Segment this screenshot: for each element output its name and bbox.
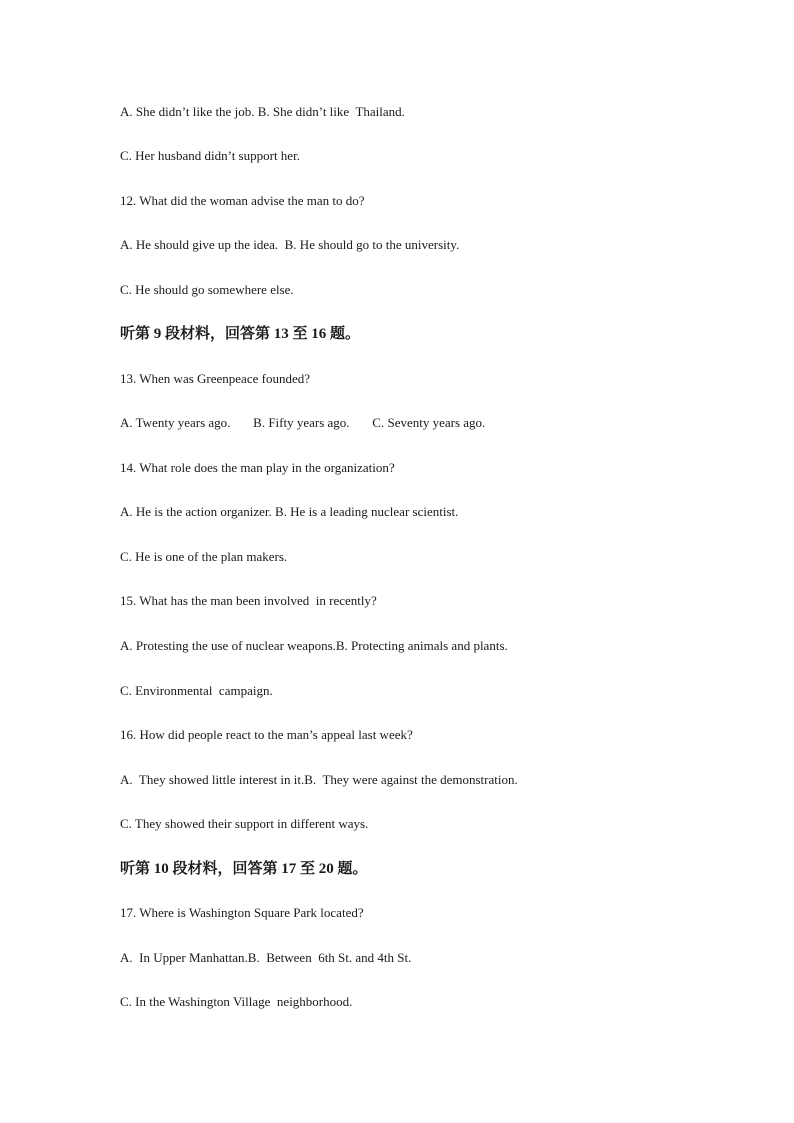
- q17-options-ab: A. In Upper Manhattan.B. Between 6th St. and 4th St.: [120, 950, 412, 965]
- q11-options-ab: A. She didn’t like the job. B. She didn’t like Thailand.: [120, 104, 405, 119]
- q13-question: 13. When was Greenpeace founded?: [120, 371, 310, 386]
- q14-options-ab: A. He is the action organizer. B. He is a leading nuclear scientist.: [120, 504, 459, 519]
- q14-question: 14. What role does the man play in the organization?: [120, 460, 395, 475]
- q16-option-c: C. They showed their support in different ways.: [120, 816, 369, 831]
- q16-question: 16. How did people react to the man’s appeal last week?: [120, 727, 413, 742]
- q14-option-c: C. He is one of the plan makers.: [120, 549, 288, 564]
- section-10-heading: 听第 10 段材料，回答第 17 至 20 题。: [120, 861, 368, 877]
- q15-question: 15. What has the man been involved in recently?: [120, 593, 377, 608]
- q12-option-c: C. He should go somewhere else.: [120, 282, 294, 297]
- q12-question: 12. What did the woman advise the man to do?: [120, 193, 365, 208]
- q17-option-c: C. In the Washington Village neighborhood.: [120, 994, 353, 1009]
- q12-options-ab: A. He should give up the idea. B. He should go to the university.: [120, 237, 460, 252]
- q15-options-ab: A. Protesting the use of nuclear weapons.B. Protecting animals and plants.: [120, 638, 508, 653]
- q17-question: 17. Where is Washington Square Park located?: [120, 905, 364, 920]
- q13-options: A. Twenty years ago. B. Fifty years ago. C. Seventy years ago.: [120, 415, 486, 430]
- q15-option-c: C. Environmental campaign.: [120, 683, 273, 698]
- q16-options-ab: A. They showed little interest in it.B. They were against the demonstration.: [120, 772, 518, 787]
- section-9-heading: 听第 9 段材料，回答第 13 至 16 题。: [120, 326, 361, 342]
- q11-option-c: C. Her husband didn’t support her.: [120, 148, 300, 163]
